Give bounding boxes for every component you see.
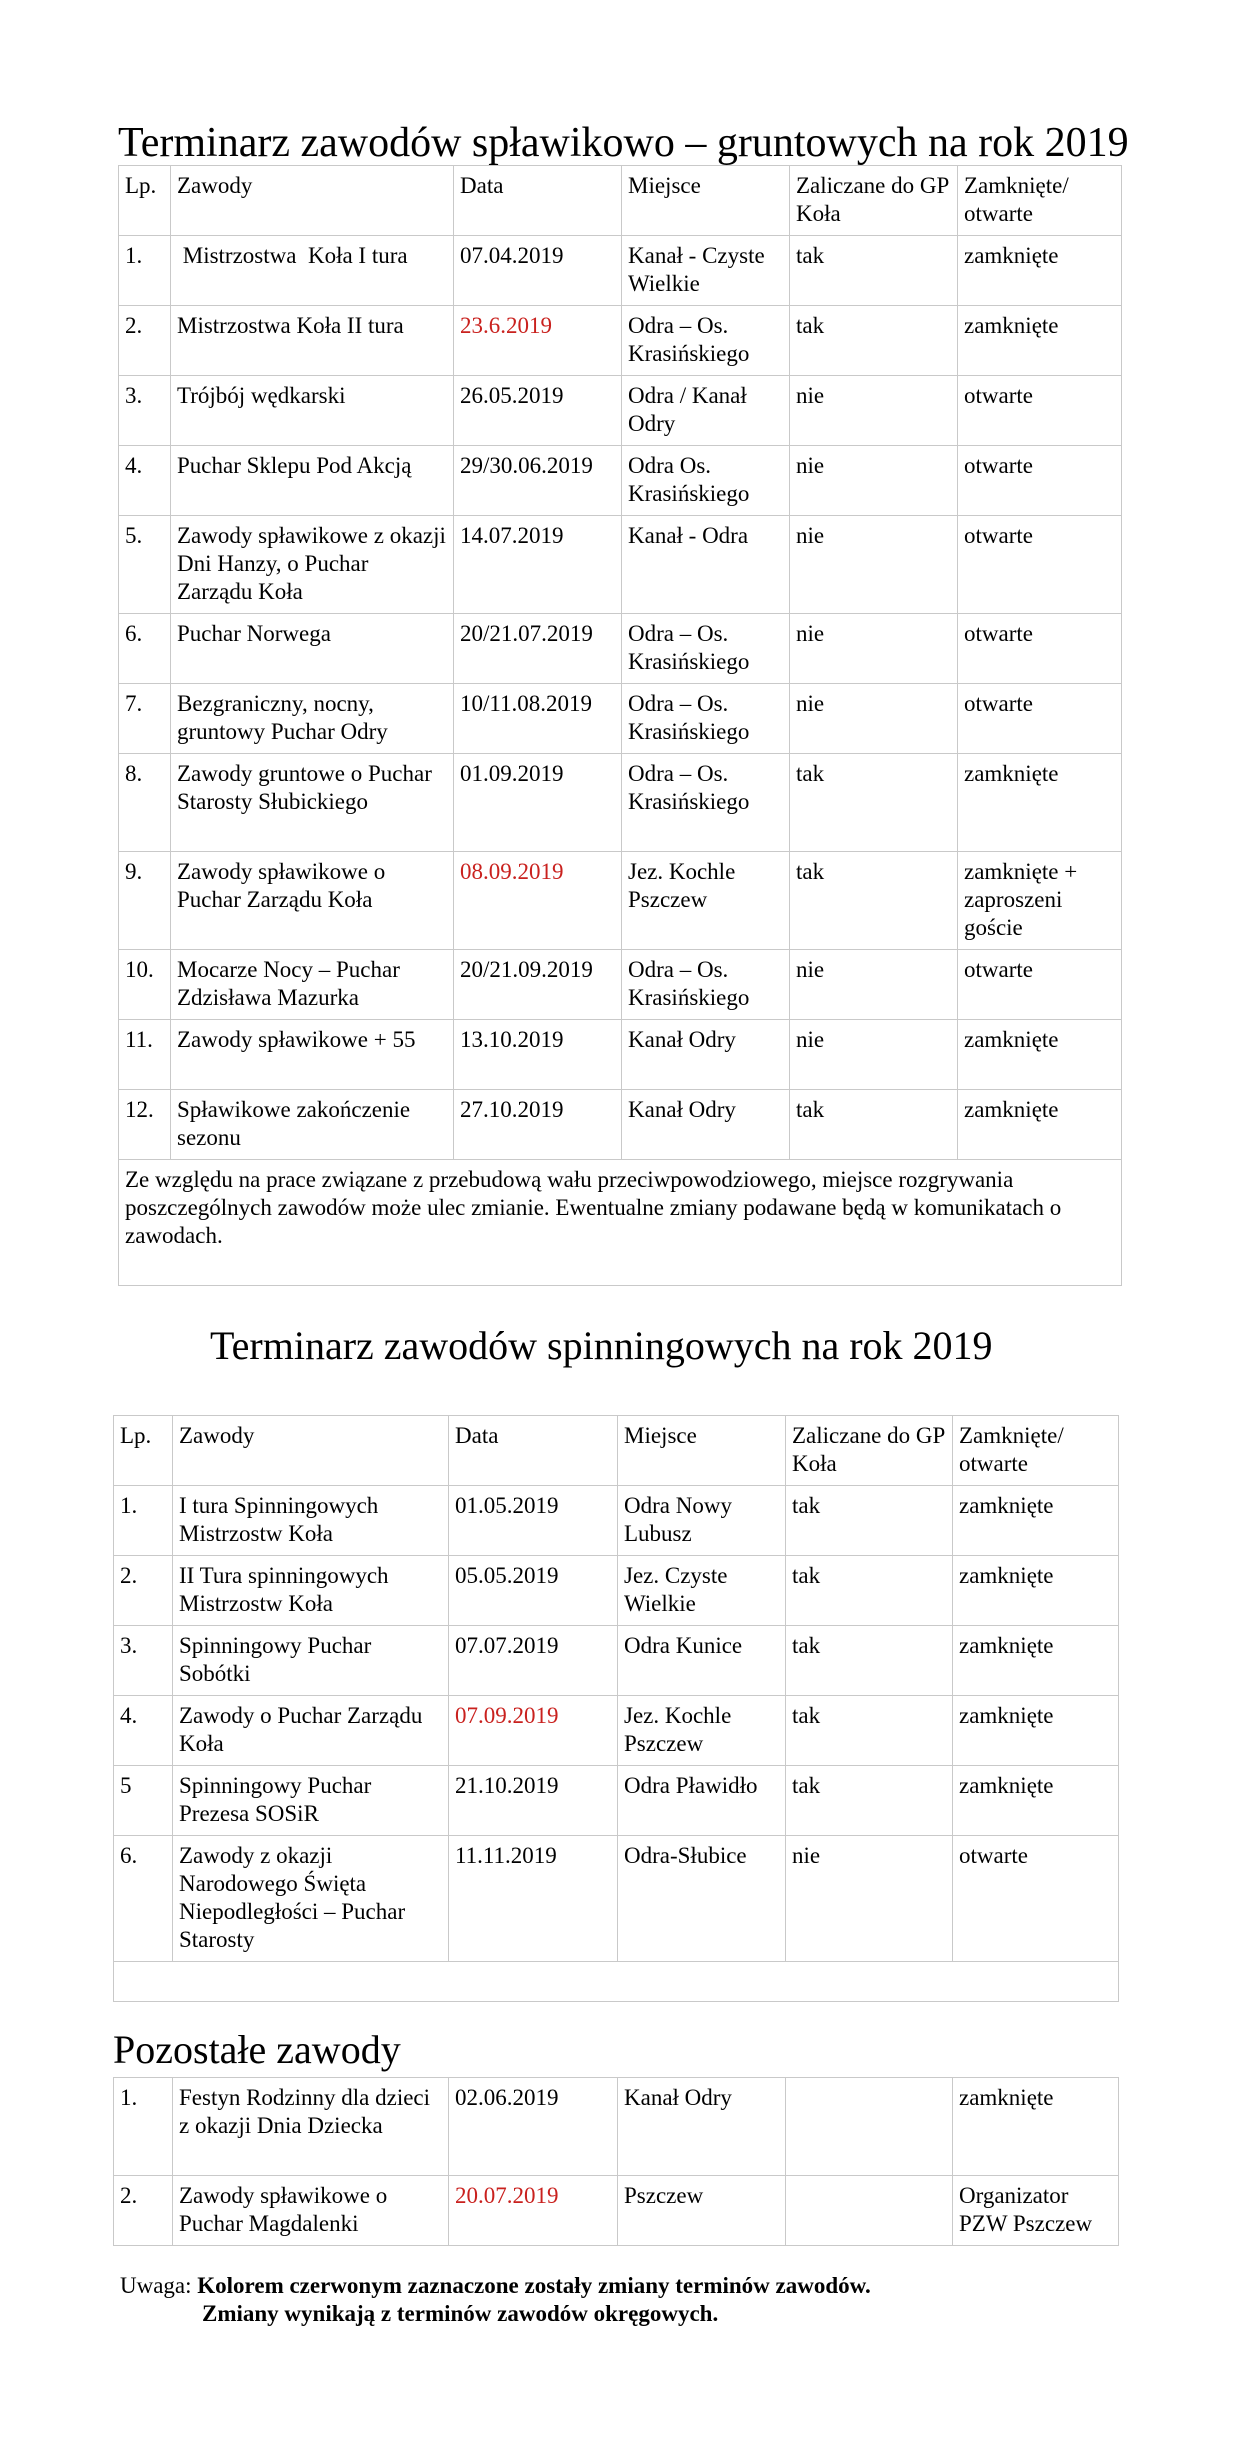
cell-name: II Tura spinningowych Mistrzostw Koła [173, 1556, 449, 1626]
cell-date: 05.05.2019 [449, 1556, 618, 1626]
cell-status: zamknięte [958, 754, 1122, 852]
table-row [119, 376, 1122, 446]
cell-lp: 2. [119, 306, 171, 376]
cell-lp: 4. [119, 446, 171, 516]
table-row [119, 306, 1122, 376]
cell-place: Odra Nowy Lubusz [618, 1486, 786, 1556]
cell-lp: 3. [119, 376, 171, 446]
cell-place: Odra Pławidło [618, 1766, 786, 1836]
cell-gp: tak [790, 852, 958, 950]
header-status: Zamknięte/ otwarte [958, 166, 1122, 236]
table-row [119, 754, 1122, 852]
cell-lp: 8. [119, 754, 171, 852]
cell-status: zamknięte [953, 1766, 1119, 1836]
cell-name: Spinningowy Puchar Sobótki [173, 1626, 449, 1696]
cell-place: Kanał Odry [622, 1020, 790, 1090]
cell-name: Mistrzostwa Koła II tura [171, 306, 454, 376]
cell-date: 26.05.2019 [454, 376, 622, 446]
cell-status: otwarte [958, 376, 1122, 446]
cell-place: Kanał - Odra [622, 516, 790, 614]
cell-gp: tak [790, 754, 958, 852]
cell-date: 21.10.2019 [449, 1766, 618, 1836]
cell-gp [786, 2078, 953, 2176]
cell-gp: tak [790, 306, 958, 376]
cell-lp: 7. [119, 684, 171, 754]
cell-name: Spinningowy Puchar Prezesa SOSiR [173, 1766, 449, 1836]
cell-date: 27.10.2019 [454, 1090, 622, 1160]
cell-place: Jez. Czyste Wielkie [618, 1556, 786, 1626]
table-row [114, 1626, 1119, 1696]
cell-name: Festyn Rodzinny dla dzieci z okazji Dnia Dziecka [173, 2078, 449, 2176]
cell-lp: 5 [114, 1766, 173, 1836]
cell-gp: tak [786, 1486, 953, 1556]
cell-status: zamknięte [958, 236, 1122, 306]
cell-gp: nie [790, 516, 958, 614]
cell-gp: nie [790, 446, 958, 516]
footnote-text: Ze względu na prace związane z przebudową wału przeciwpowodziowego, miejsce rozgrywania poszczególnych zawodów może ulec zmianie. Ewentualne zmiany podawane będą w komunikatach o zawodach. [119, 1160, 1122, 1286]
note-line-1: Kolorem czerwonym zaznaczone zostały zmiany terminów zawodów. [197, 2273, 871, 2298]
cell-name: Mocarze Nocy – Puchar Zdzisława Mazurka [171, 950, 454, 1020]
cell-status: zamknięte [953, 1626, 1119, 1696]
cell-gp: nie [786, 1836, 953, 1962]
cell-date: 07.09.2019 [449, 1696, 618, 1766]
cell-lp: 4. [114, 1696, 173, 1766]
table-header-row [114, 1416, 1119, 1486]
cell-name: Puchar Norwega [171, 614, 454, 684]
header-status: Zamknięte/ otwarte [953, 1416, 1119, 1486]
table-row [119, 950, 1122, 1020]
table-row [114, 1836, 1119, 1962]
header-place: Miejsce [618, 1416, 786, 1486]
title-spinning-competitions: Terminarz zawodów spinningowych na rok 2019 [210, 1323, 993, 1368]
table-row [114, 2078, 1119, 2176]
cell-name: Puchar Sklepu Pod Akcją [171, 446, 454, 516]
note [120, 2272, 871, 2328]
cell-date: 20.07.2019 [449, 2176, 618, 2246]
cell-name: Zawody spławikowe o Puchar Zarządu Koła [171, 852, 454, 950]
cell-date: 20/21.09.2019 [454, 950, 622, 1020]
cell-gp: tak [786, 1696, 953, 1766]
cell-name: I tura Spinningowych Mistrzostw Koła [173, 1486, 449, 1556]
other-competitions-table [113, 2077, 1119, 2246]
table-header-row [119, 166, 1122, 236]
cell-place: Odra – Os. Krasińskiego [622, 306, 790, 376]
cell-date: 29/30.06.2019 [454, 446, 622, 516]
header-date: Data [449, 1416, 618, 1486]
cell-gp: tak [790, 1090, 958, 1160]
float-competitions-table [118, 165, 1122, 1286]
cell-status: zamknięte [953, 2078, 1119, 2176]
cell-date: 08.09.2019 [454, 852, 622, 950]
cell-lp: 3. [114, 1626, 173, 1696]
table-row [114, 1766, 1119, 1836]
cell-place: Odra – Os. Krasińskiego [622, 950, 790, 1020]
empty-row [114, 1962, 1119, 2002]
header-lp: Lp. [114, 1416, 173, 1486]
cell-gp: nie [790, 684, 958, 754]
cell-gp: nie [790, 614, 958, 684]
cell-date: 20/21.07.2019 [454, 614, 622, 684]
cell-name: Spławikowe zakończenie sezonu [171, 1090, 454, 1160]
cell-lp: 11. [119, 1020, 171, 1090]
table-row [119, 236, 1122, 306]
cell-place: Kanał Odry [618, 2078, 786, 2176]
cell-date: 01.09.2019 [454, 754, 622, 852]
cell-place: Pszczew [618, 2176, 786, 2246]
cell-lp: 6. [119, 614, 171, 684]
table-row [114, 1556, 1119, 1626]
table-row [119, 614, 1122, 684]
cell-date: 02.06.2019 [449, 2078, 618, 2176]
cell-name: Zawody gruntowe o Puchar Starosty Słubickiego [171, 754, 454, 852]
cell-date: 07.07.2019 [449, 1626, 618, 1696]
cell-date: 14.07.2019 [454, 516, 622, 614]
table-row [119, 516, 1122, 614]
empty-cell [114, 1962, 1119, 2002]
cell-status: zamknięte [958, 1020, 1122, 1090]
cell-place: Jez. Kochle Pszczew [622, 852, 790, 950]
cell-name: Zawody o Puchar Zarządu Koła [173, 1696, 449, 1766]
cell-place: Odra – Os. Krasińskiego [622, 754, 790, 852]
cell-gp: nie [790, 376, 958, 446]
cell-place: Odra Kunice [618, 1626, 786, 1696]
spinning-competitions-table [113, 1415, 1119, 2002]
footnote-row [119, 1160, 1122, 1286]
cell-name: Zawody spławikowe + 55 [171, 1020, 454, 1090]
cell-place: Odra / Kanał Odry [622, 376, 790, 446]
cell-lp: 1. [119, 236, 171, 306]
cell-place: Jez. Kochle Pszczew [618, 1696, 786, 1766]
cell-place: Odra-Słubice [618, 1836, 786, 1962]
table-row [119, 1090, 1122, 1160]
cell-lp: 9. [119, 852, 171, 950]
cell-gp: tak [790, 236, 958, 306]
cell-status: otwarte [958, 516, 1122, 614]
cell-gp: tak [786, 1556, 953, 1626]
cell-status: zamknięte [953, 1696, 1119, 1766]
cell-name: Zawody z okazji Narodowego Święta Niepodległości – Puchar Starosty [173, 1836, 449, 1962]
cell-name: Mistrzostwa Koła I tura [171, 236, 454, 306]
cell-lp: 1. [114, 2078, 173, 2176]
cell-status: zamknięte [953, 1486, 1119, 1556]
cell-status: zamknięte + zaproszeni goście [958, 852, 1122, 950]
cell-lp: 10. [119, 950, 171, 1020]
cell-status: Organizator PZW Pszczew [953, 2176, 1119, 2246]
header-gp: Zaliczane do GP Koła [786, 1416, 953, 1486]
table-row [119, 852, 1122, 950]
cell-date: 11.11.2019 [449, 1836, 618, 1962]
cell-gp: tak [786, 1626, 953, 1696]
table-row [114, 2176, 1119, 2246]
cell-lp: 1. [114, 1486, 173, 1556]
cell-gp: nie [790, 950, 958, 1020]
header-name: Zawody [171, 166, 454, 236]
table-row [119, 684, 1122, 754]
table-row [119, 446, 1122, 516]
cell-status: zamknięte [958, 1090, 1122, 1160]
cell-gp: nie [790, 1020, 958, 1090]
cell-place: Kanał Odry [622, 1090, 790, 1160]
cell-status: otwarte [958, 446, 1122, 516]
cell-gp: tak [786, 1766, 953, 1836]
cell-place: Kanał - Czyste Wielkie [622, 236, 790, 306]
cell-lp: 12. [119, 1090, 171, 1160]
cell-name: Zawody spławikowe z okazji Dni Hanzy, o Puchar Zarządu Koła [171, 516, 454, 614]
cell-lp: 6. [114, 1836, 173, 1962]
cell-status: otwarte [953, 1836, 1119, 1962]
header-lp: Lp. [119, 166, 171, 236]
header-gp: Zaliczane do GP Koła [790, 166, 958, 236]
note-line-2: Zmiany wynikają z terminów zawodów okręgowych. [202, 2301, 719, 2326]
cell-place: Odra – Os. Krasińskiego [622, 684, 790, 754]
table-row [119, 1020, 1122, 1090]
cell-status: otwarte [958, 614, 1122, 684]
note-label: Uwaga: [120, 2273, 198, 2298]
cell-status: zamknięte [958, 306, 1122, 376]
cell-lp: 2. [114, 2176, 173, 2246]
table-row [114, 1696, 1119, 1766]
title-other-competitions: Pozostałe zawody [113, 2027, 401, 2072]
title-float-competitions: Terminarz zawodów spławikowo – gruntowych na rok 2019 [118, 120, 1129, 166]
cell-date: 01.05.2019 [449, 1486, 618, 1556]
cell-date: 10/11.08.2019 [454, 684, 622, 754]
cell-lp: 2. [114, 1556, 173, 1626]
cell-gp [786, 2176, 953, 2246]
cell-place: Odra Os. Krasińskiego [622, 446, 790, 516]
cell-date: 23.6.2019 [454, 306, 622, 376]
cell-date: 13.10.2019 [454, 1020, 622, 1090]
cell-status: zamknięte [953, 1556, 1119, 1626]
cell-status: otwarte [958, 684, 1122, 754]
cell-name: Trójbój wędkarski [171, 376, 454, 446]
cell-place: Odra – Os. Krasińskiego [622, 614, 790, 684]
cell-name: Bezgraniczny, nocny, gruntowy Puchar Odry [171, 684, 454, 754]
header-name: Zawody [173, 1416, 449, 1486]
cell-lp: 5. [119, 516, 171, 614]
cell-name: Zawody spławikowe o Puchar Magdalenki [173, 2176, 449, 2246]
cell-date: 07.04.2019 [454, 236, 622, 306]
header-date: Data [454, 166, 622, 236]
header-place: Miejsce [622, 166, 790, 236]
cell-status: otwarte [958, 950, 1122, 1020]
table-row [114, 1486, 1119, 1556]
